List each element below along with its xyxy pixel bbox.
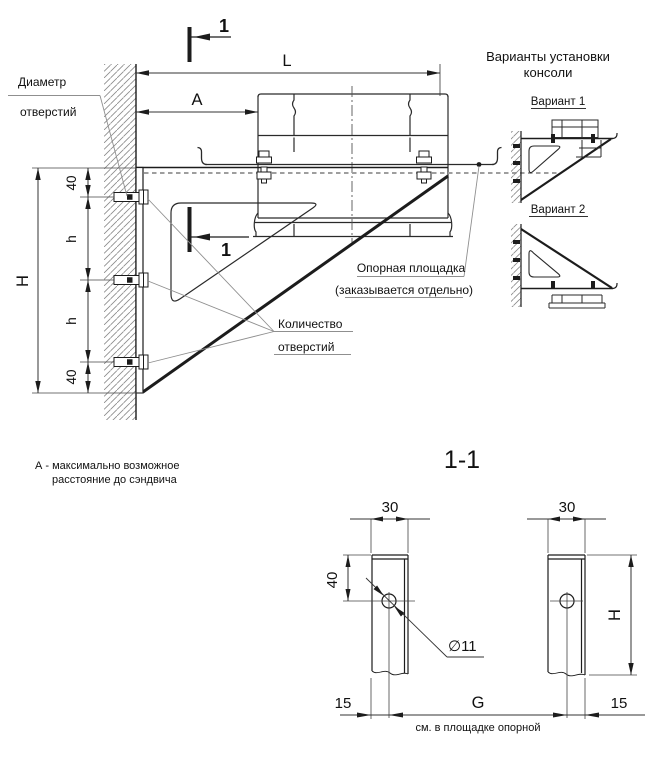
section-cut-mark-top — [188, 16, 232, 62]
variant2-clamp-bolt — [551, 281, 555, 289]
variant2-brace — [521, 229, 612, 288]
variant2-label: Вариант 2 — [530, 204, 586, 216]
section-mark-label: 1 — [218, 16, 230, 36]
section-arrow — [194, 234, 210, 241]
dim-hole-callout — [366, 578, 484, 657]
dim-H-label: H — [14, 275, 32, 287]
break-line — [548, 672, 585, 676]
variant2-pipe — [549, 295, 605, 308]
pipe-crimp — [293, 94, 296, 135]
support-pad-label-line2: (заказывается отдельно) — [334, 283, 474, 297]
variant2-anchor — [513, 276, 520, 280]
variant1-anchor — [513, 179, 520, 183]
dim-H-section — [587, 555, 637, 675]
dim-chain-40-h-h-40 — [64, 168, 91, 393]
variants-panel — [486, 49, 617, 308]
main-view — [8, 16, 557, 486]
support-pad-label-line1: Опорная площадка — [356, 261, 466, 275]
variant1-clamp-bolt — [551, 134, 555, 143]
break-line — [372, 671, 408, 675]
section-cut-mark-middle — [188, 207, 250, 260]
hole-count-label-line1: Количество — [278, 317, 343, 331]
variant1-cutout — [529, 146, 560, 173]
variant2-anchor — [513, 240, 520, 244]
variant1-label: Вариант 1 — [530, 96, 586, 108]
anchor-bolt — [114, 355, 148, 369]
hole-count-label-line2: отверстий — [278, 340, 335, 354]
variant1-anchor — [513, 161, 520, 165]
sandwich-pipe — [253, 86, 453, 245]
dim-40-section — [324, 555, 371, 601]
support-platform — [198, 148, 502, 165]
dim-A-label: A — [191, 91, 203, 109]
hole-count-callout — [148, 199, 353, 363]
pipe-top-edge — [258, 94, 448, 97]
pipe-crimp — [409, 94, 412, 135]
dim-40-bottom-label: 40 — [64, 369, 79, 385]
dim-40-top-label: 40 — [64, 175, 79, 191]
dim-30-right-label: 30 — [558, 499, 576, 516]
dim-H-section-label: H — [606, 609, 624, 621]
dim-hole-label: ∅11 — [448, 638, 477, 655]
dim-15-right-label: 15 — [610, 695, 628, 712]
dim-A — [136, 109, 258, 114]
support-pad-callout — [335, 166, 479, 298]
left-plate — [372, 555, 408, 675]
variant2-anchor — [513, 258, 520, 262]
variants-heading-line1: Варианты установки — [486, 49, 610, 64]
section-1-1 — [324, 446, 645, 734]
variants-heading-line2: консоли — [523, 65, 573, 80]
dim-15-left-label: 15 — [334, 695, 352, 712]
dim-30-left-label: 30 — [381, 499, 399, 516]
right-plate — [548, 555, 585, 676]
section-title: 1-1 — [443, 446, 481, 474]
section-note: см. в площадке опорной — [415, 722, 541, 734]
anchor-bolt — [114, 190, 148, 204]
hole-diameter-label-line1: Диаметр — [18, 75, 67, 89]
dim-bottom-row — [335, 678, 645, 734]
variant1-anchor — [513, 144, 520, 148]
dim-40-section-label: 40 — [324, 571, 341, 589]
platform-right-hook — [492, 148, 502, 165]
dim-h-upper-label: h — [64, 235, 79, 243]
dim-G-label: G — [471, 694, 485, 712]
note-line1: А - максимально возможное — [35, 460, 180, 472]
variant1-drawing — [511, 120, 617, 203]
section-arrow — [194, 34, 210, 41]
variant1-clamp-bolt — [591, 134, 595, 143]
note-A — [35, 460, 179, 486]
note-line2: расстояние до сэндвича — [52, 474, 177, 486]
variant1-wall — [511, 131, 521, 203]
platform-left-hook — [198, 148, 208, 165]
dim-30-left — [350, 499, 430, 553]
dim-h-lower-label: h — [64, 317, 79, 325]
dim-H-main — [14, 168, 41, 393]
section-mark-label: 1 — [220, 240, 232, 260]
hole-diameter-label-line2: отверстий — [20, 105, 77, 119]
variant2-drawing — [511, 224, 617, 308]
dim-30-right — [527, 499, 606, 553]
anchor-bolt — [114, 273, 148, 287]
variant2-wall — [511, 224, 521, 307]
variant2-clamp-bolt — [591, 281, 595, 289]
dim-L-label: L — [282, 52, 292, 70]
variant2-cutout — [529, 251, 560, 277]
